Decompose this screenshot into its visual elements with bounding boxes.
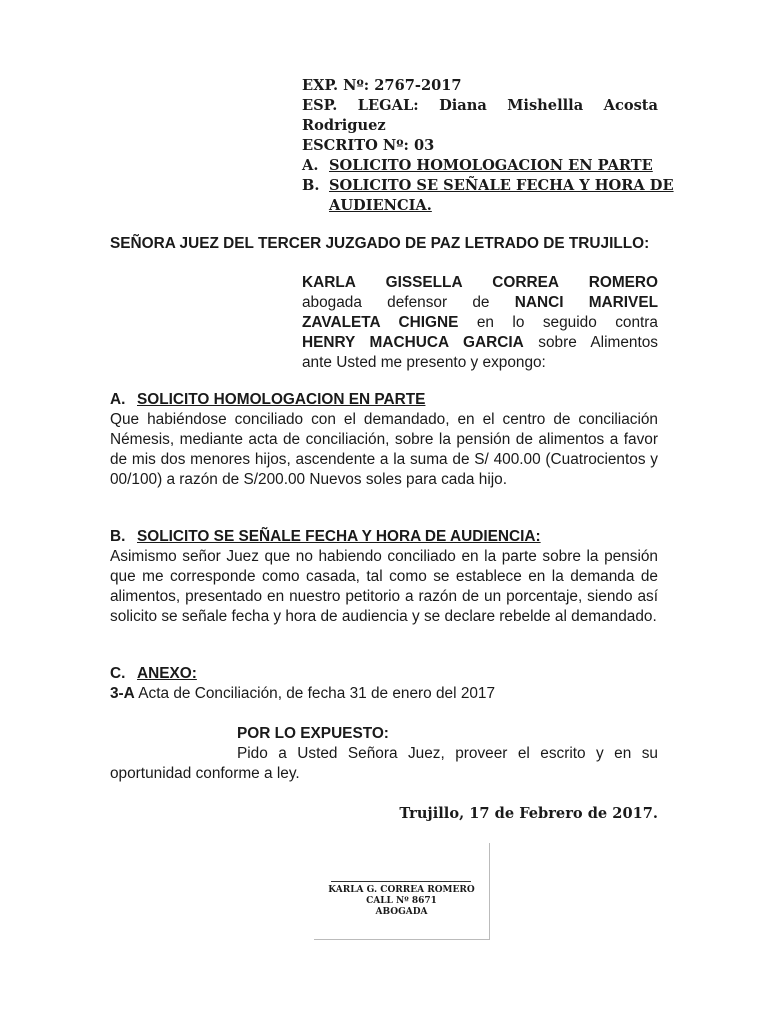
closing-body-line2: oportunidad conforme a ley.	[110, 765, 300, 782]
section-b-heading	[110, 527, 541, 547]
place-and-date: Trujillo, 17 de Febrero de 2017.	[399, 805, 658, 822]
intro-line-4	[302, 333, 658, 353]
legal-specialist-line2: Rodriguez	[302, 117, 386, 134]
intro-line-5: ante Usted me presento y expongo:	[302, 354, 546, 371]
section-b-body: Asimismo señor Juez que no habiendo conciliado en la parte sobre la pensión que me corresponde como casada, tal como se establece en la demanda de alimentos, presentado en nuestro petitorio a razón de un porcentaje, siendo así solicito se señale fecha y hora de audiencia y se declare rebelde al demandado.	[110, 548, 658, 625]
annex-item	[110, 684, 495, 704]
section-b-title: SOLICITO SE SEÑALE FECHA Y HORA DE AUDIENCIA:	[137, 528, 541, 545]
intro-line-2	[302, 293, 658, 313]
section-b-label: B.	[110, 528, 126, 545]
defendant-name: HENRY MACHUCA GARCIA	[302, 334, 524, 351]
section-c-label: C.	[110, 665, 126, 682]
annex-code: 3-A	[110, 685, 135, 702]
intro-line-3	[302, 313, 658, 333]
section-c-heading	[110, 664, 197, 684]
intro-line-4-text: sobre Alimentos	[538, 334, 658, 351]
intro-line-1: KARLA GISSELLA CORREA ROMERO	[302, 274, 658, 291]
annex-text: Acta de Conciliación, de fecha 31 de enero del 2017	[138, 685, 496, 702]
signature-line	[331, 881, 471, 882]
closing-body-line1: Pido a Usted Señora Juez, proveer el escrito y en su	[237, 745, 658, 762]
intro-line-3-text: en lo seguido contra	[476, 314, 658, 331]
case-header	[302, 76, 674, 216]
intro-paragraph	[302, 273, 658, 373]
section-a-title: SOLICITO HOMOLOGACION EN PARTE	[137, 391, 426, 408]
header-item-b-text-line2: AUDIENCIA.	[329, 197, 432, 214]
header-item-a-text: SOLICITO HOMOLOGACION EN PARTE	[329, 157, 653, 174]
intro-line-2-text: abogada defensor de	[302, 294, 490, 311]
client-name-part2: ZAVALETA CHIGNE	[302, 314, 459, 331]
header-item-b-text-line1: SOLICITO SE SEÑALE FECHA Y HORA DE	[329, 177, 674, 194]
header-item-b	[302, 176, 674, 196]
section-a-heading	[110, 390, 425, 410]
header-item-a	[302, 156, 658, 176]
section-c-title: ANEXO:	[137, 665, 197, 682]
legal-specialist-line1: ESP. LEGAL: Diana Mishellla Acosta	[302, 97, 658, 114]
client-name-part1: NANCI MARIVEL	[514, 294, 658, 311]
header-item-b-label: B.	[302, 177, 320, 194]
section-a-label: A.	[110, 391, 126, 408]
signer-registration: CALL Nº 8671	[366, 896, 437, 906]
signer-title: ABOGADA	[375, 907, 428, 917]
signer-name: KARLA G. CORREA ROMERO	[328, 885, 475, 895]
addressee: SEÑORA JUEZ DEL TERCER JUZGADO DE PAZ LETRADO DE TRUJILLO:	[110, 235, 650, 252]
header-item-b-cont	[302, 196, 658, 216]
case-number: EXP. Nº: 2767-2017	[302, 77, 462, 94]
section-a-body: Que habiéndose conciliado con el demandado, en el centro de conciliación Némesis, mediante acta de conciliación, sobre la pensión de alimentos a favor de mis dos menores hijos, ascendente a la suma de S/ 400.00 (Cuatrocientos y 00/100) a razón de S/200.00 Nuevos soles para cada hijo.	[110, 411, 658, 488]
document-number: ESCRITO Nº: 03	[302, 137, 435, 154]
closing-title: POR LO EXPUESTO:	[237, 725, 389, 742]
header-item-a-label: A.	[302, 157, 319, 174]
